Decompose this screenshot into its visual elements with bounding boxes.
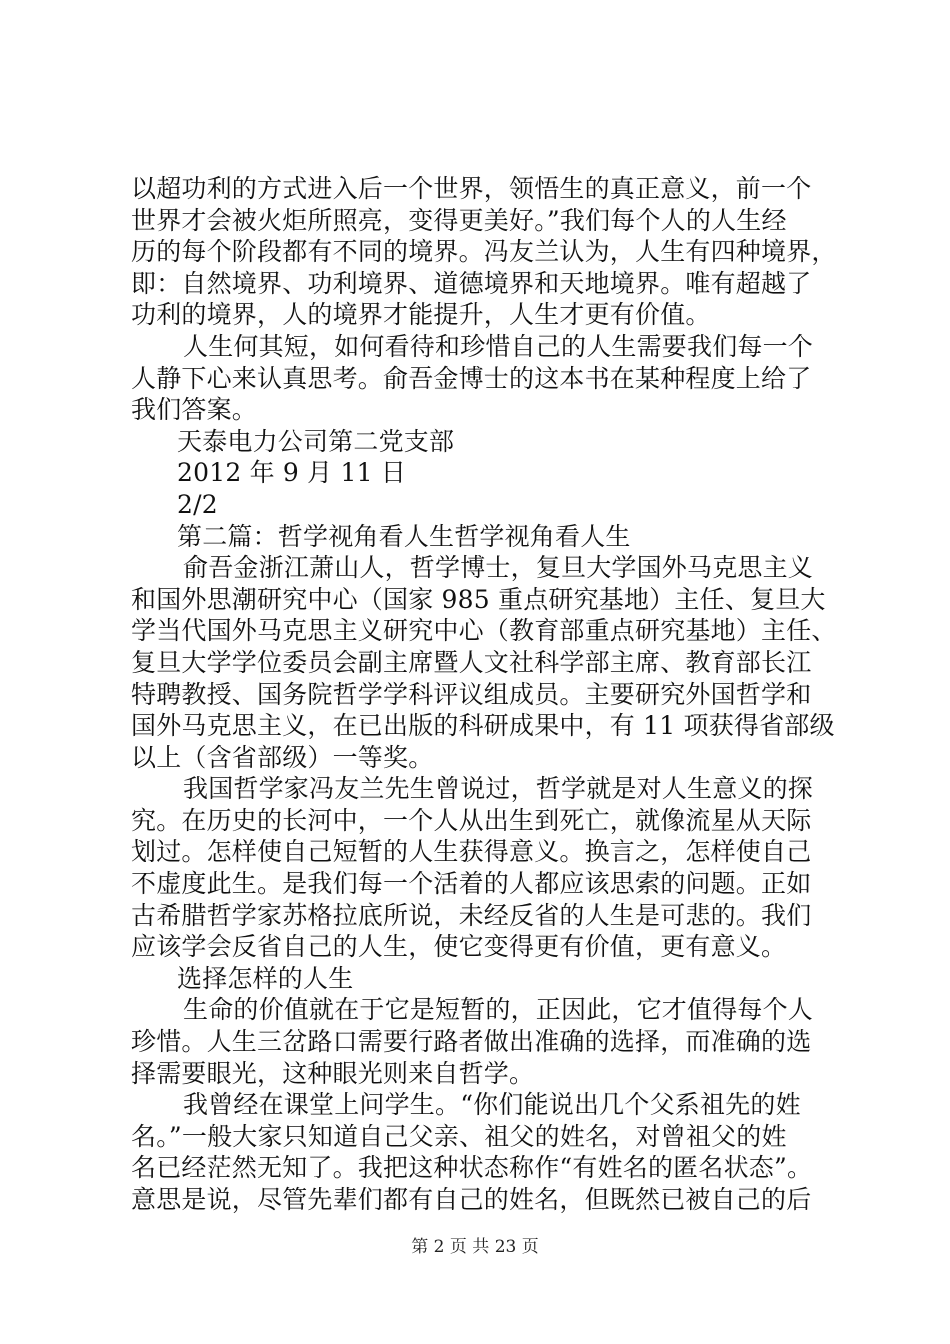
text-line: 古希腊哲学家苏格拉底所说，未经反省的人生是可悲的。我们 <box>131 900 812 930</box>
page-footer <box>0 1236 950 1258</box>
text-line: 我们答案。 <box>131 395 258 425</box>
text-line: 意思是说，尽管先辈们都有自己的姓名，但既然已被自己的后 <box>131 1185 812 1214</box>
text-line: 名。”一般大家只知道自己父亲、祖父的姓名，对曾祖父的姓 <box>131 1121 787 1151</box>
text-line: 即：自然境界、功利境界、道德境界和天地境界。唯有超越了 <box>131 268 812 298</box>
text-line: 和国外思潮研究中心（国家 985 重点研究基地）主任、复旦大 <box>131 584 826 614</box>
text-line: 国外马克思主义，在已出版的科研成果中，有 11 项获得省部级 <box>131 711 835 741</box>
text-line: 名已经茫然无知了。我把这种状态称作“有姓名的匿名状态”。 <box>131 1153 813 1183</box>
text-line: 珍惜。人生三岔路口需要行路者做出准确的选择，而准确的选 <box>131 1027 812 1057</box>
subheading: 选择怎样的人生 <box>177 963 354 993</box>
text-line: 应该学会反省自己的人生，使它变得更有价值，更有意义。 <box>131 932 787 962</box>
text-line: 学当代国外马克思主义研究中心（教育部重点研究基地）主任、 <box>131 616 837 646</box>
paragraph-start-line: 我曾经在课堂上问学生。“你们能说出几个父系祖先的姓 <box>183 1090 801 1120</box>
page-number-label: 第 2 页 共 23 页 <box>411 1237 539 1257</box>
section-heading: 第二篇：哲学视角看人生哲学视角看人生 <box>177 521 631 551</box>
text-line: 择需要眼光，这种眼光则来自哲学。 <box>131 1058 535 1088</box>
text-line: 究。在历史的长河中，一个人从出生到死亡，就像流星从天际 <box>131 805 812 835</box>
paragraph-start-line: 我国哲学家冯友兰先生曾说过，哲学就是对人生意义的探 <box>183 774 814 804</box>
signature-date: 2012 年 9 月 11 日 <box>177 458 407 488</box>
document-body <box>131 173 837 1216</box>
text-line: 功利的境界，人的境界才能提升，人生才更有价值。 <box>131 300 711 330</box>
signature-organization: 天泰电力公司第二党支部 <box>177 426 455 456</box>
text-line: 不虚度此生。是我们每一个活着的人都应该思索的问题。正如 <box>131 869 812 899</box>
text-line: 划过。怎样使自己短暂的人生获得意义。换言之，怎样使自己 <box>131 837 812 867</box>
text-line: 人静下心来认真思考。俞吾金博士的这本书在某种程度上给了 <box>131 363 812 393</box>
paragraph-start-line: 人生何其短，如何看待和珍惜自己的人生需要我们每一个 <box>183 331 814 361</box>
page-marker: 2/2 <box>177 489 218 519</box>
paragraph-start-line: 俞吾金浙江萧山人，哲学博士，复旦大学国外马克思主义 <box>183 553 814 583</box>
paragraph-start-line: 生命的价值就在于它是短暂的，正因此，它才值得每个人 <box>183 995 814 1025</box>
text-line: 以超功利的方式进入后一个世界，领悟生的真正意义，前一个 <box>131 174 812 203</box>
text-line: 世界才会被火炬所照亮，变得更美好。”我们每个人的人生经 <box>131 205 787 235</box>
text-line: 复旦大学学位委员会副主席暨人文社科学部主席、教育部长江 <box>131 647 812 677</box>
text-line: 历的每个阶段都有不同的境界。冯友兰认为，人生有四种境界， <box>131 237 837 267</box>
text-line: 特聘教授、国务院哲学学科评议组成员。主要研究外国哲学和 <box>131 679 812 709</box>
text-line: 以上（含省部级）一等奖。 <box>131 742 434 772</box>
